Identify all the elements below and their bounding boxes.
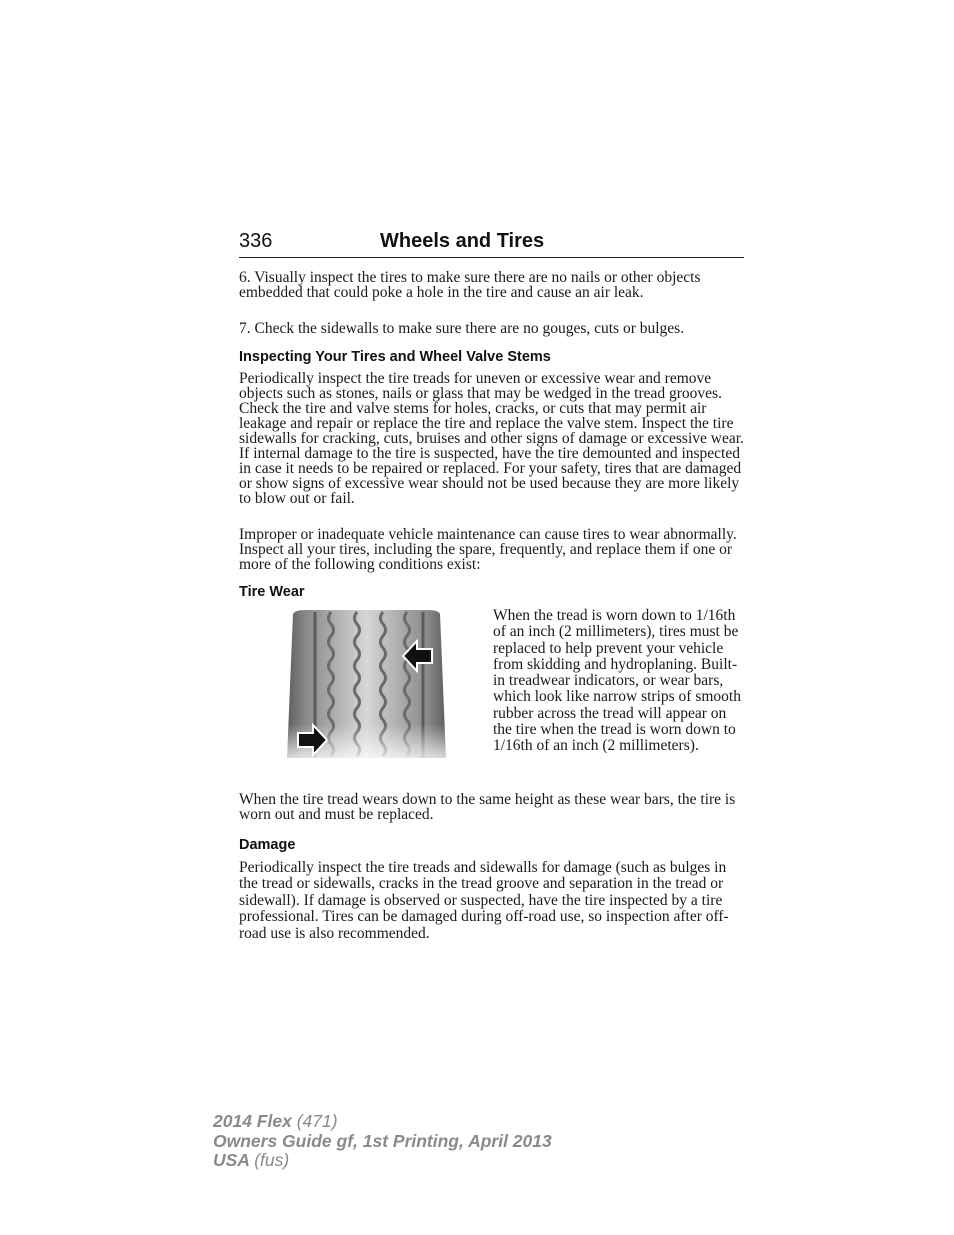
page-number: 336 [239,230,273,252]
footer-model-line [213,1112,552,1132]
tire-wear-paragraph: When the tire tread wears down to the same height as these wear bars, the tire is worn out and must be replaced. [239,791,736,823]
inspecting-paragraph-1: Periodically inspect the tire treads for uneven or excessive wear and remove objects such as stones, nails or glass that may be wedged in the tread grooves. Check the tire and valve stems for holes, cracks, or cuts that may permit air leakage and repair or replace the tire and replace the valve stem. Inspect the tire sidewalls for cracking, cuts, bruises and other signs of damage or excessive wear. If internal damage to the tire is suspected, have the tire demounted and inspected in case it needs to be repaired or replaced. For your safety, tires that are damaged or show signs of excessive wear should not be used because they are more likely to blow out or fail. [239,370,744,507]
step-6: 6. Visually inspect the tires to make sure there are no nails or other objects embedded that could poke a hole in the tire and cause an air leak. [239,269,701,301]
damage-heading: Damage [239,837,296,853]
inspecting-paragraph-2: Improper or inadequate vehicle maintenance can cause tires to wear abnormally. Inspect all your tires, including the spare, frequently, and replace them if one or more of the following conditions exist: [239,526,737,573]
step-7: 7. Check the sidewalls to make sure there are no gouges, cuts or bulges. [239,320,685,337]
tire-wear-heading: Tire Wear [239,584,305,600]
inspecting-heading: Inspecting Your Tires and Wheel Valve Stems [239,349,551,365]
footer-guide: Owners Guide gf, 1st Printing, April 2013 [213,1130,552,1151]
footer-model: 2014 Flex [213,1111,292,1131]
footer-model-code: (471) [296,1111,338,1131]
page-header [239,229,744,258]
footer-market-line [213,1151,552,1171]
footer-market: USA [213,1150,250,1170]
section-title: Wheels and Tires [380,230,545,252]
tire-wear-description: When the tread is worn down to 1/16th of an inch (2 millimeters), tires must be replaced to help prevent your vehicle from skidding and hydroplaning. Built-in treadwear indicators, or wear bars, which look like narrow strips of smooth rubber across the tread will appear on the tire when the tread is worn down to 1/16th of an inch (2 millimeters). [493,607,741,755]
tire-tread-illustration [285,610,448,762]
damage-paragraph: Periodically inspect the tire treads and sidewalls for damage (such as bulges in the tread or sidewalls, cracks in the tread groove and separation in the tread or sidewall). If damage is observed or suspected, have the tire inspected by a tire professional. Tires can be damaged during off-road use, so inspection after off-road use is also recommended. [239,859,729,942]
page-footer [213,1112,552,1171]
footer-market-code: (fus) [254,1150,290,1170]
